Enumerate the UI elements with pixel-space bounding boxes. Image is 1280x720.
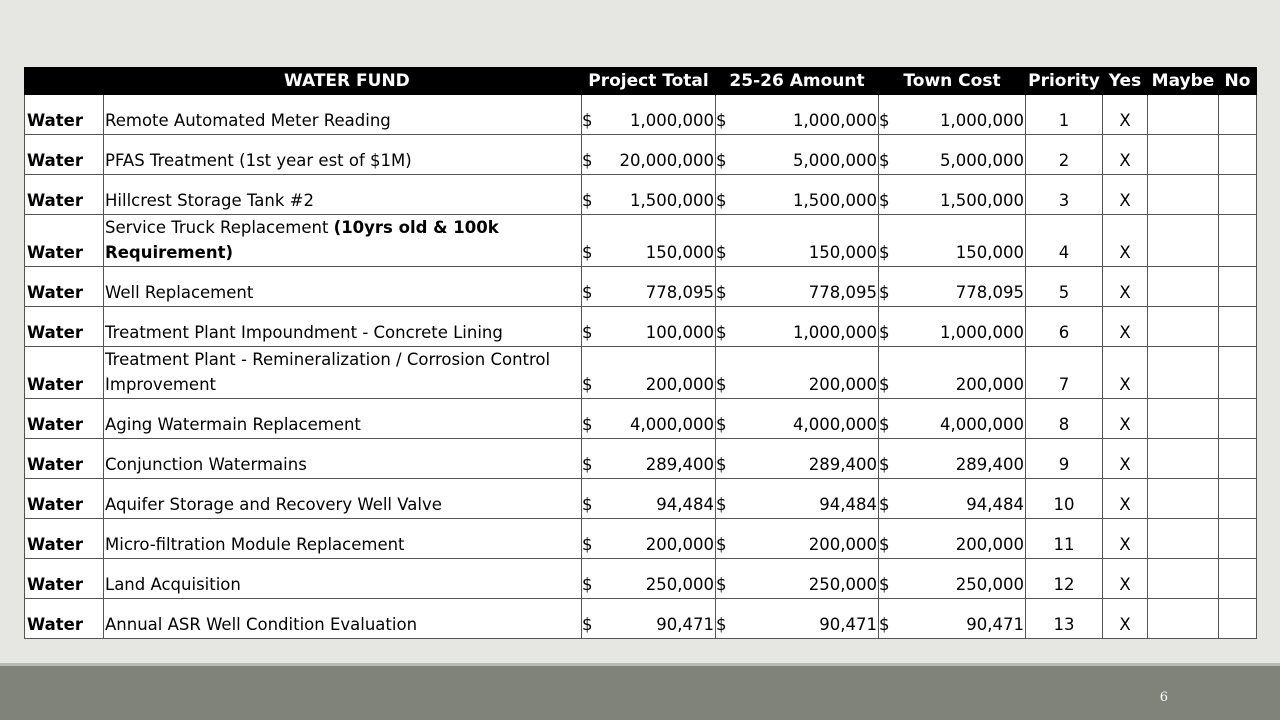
no-cell [1219,95,1257,135]
project-name-cell [104,307,582,347]
yes-cell: X [1103,135,1148,175]
table-row [25,215,1257,267]
amount-cell [716,559,879,599]
project-name-cell [104,559,582,599]
currency-symbol: $ [582,283,593,302]
currency-symbol: $ [879,283,890,302]
amount-value: 1,500,000 [793,191,877,210]
currency-symbol: $ [716,323,727,342]
currency-symbol: $ [716,415,727,434]
project-name: Well Replacement [105,283,254,302]
project-total-cell [582,347,716,399]
project-total-cell [582,95,716,135]
priority-cell: 5 [1026,267,1103,307]
town-cost-cell [879,559,1026,599]
yes-cell: X [1103,267,1148,307]
no-cell [1219,439,1257,479]
project-name-cell [104,267,582,307]
amount-cell [716,307,879,347]
yes-cell: X [1103,599,1148,639]
amount-value: 1,500,000 [940,191,1024,210]
currency-symbol: $ [582,455,593,474]
project-total-cell [582,439,716,479]
maybe-cell [1148,307,1219,347]
currency-symbol: $ [879,111,890,130]
amount-value: 1,000,000 [793,111,877,130]
project-name-cell [104,135,582,175]
amount-value: 289,400 [808,455,877,474]
table-row [25,267,1257,307]
currency-symbol: $ [716,535,727,554]
amount-value: 1,000,000 [630,111,714,130]
currency-symbol: $ [716,191,727,210]
currency-symbol: $ [879,495,890,514]
currency-symbol: $ [582,615,593,634]
category-cell: Water [25,135,104,175]
amount-value: 250,000 [808,575,877,594]
project-name: Treatment Plant Impoundment - Concrete Lining [105,323,503,342]
no-cell [1219,399,1257,439]
currency-symbol: $ [879,615,890,634]
amount-value: 250,000 [645,575,714,594]
amount-cell [716,399,879,439]
project-name: Aquifer Storage and Recovery Well Valve [105,495,442,514]
yes-cell: X [1103,479,1148,519]
amount-value: 94,484 [966,495,1024,514]
maybe-cell [1148,599,1219,639]
project-name-cell [104,347,582,399]
amount-value: 90,471 [656,615,714,634]
amount-cell [716,267,879,307]
project-name: Treatment Plant - Remineralization / Corrosion Control Improvement [105,350,551,394]
project-name-cell [104,479,582,519]
no-cell [1219,307,1257,347]
project-total-cell [582,399,716,439]
amount-cell [716,439,879,479]
priority-cell: 1 [1026,95,1103,135]
amount-value: 200,000 [645,535,714,554]
amount-value: 5,000,000 [793,151,877,170]
amount-cell [716,347,879,399]
amount-value: 100,000 [645,323,714,342]
amount-value: 20,000,000 [619,151,714,170]
amount-value: 250,000 [955,575,1024,594]
town-cost-cell [879,307,1026,347]
priority-cell: 2 [1026,135,1103,175]
project-name: Service Truck Replacement [105,218,334,237]
no-cell [1219,267,1257,307]
amount-cell [716,135,879,175]
yes-cell: X [1103,439,1148,479]
maybe-cell [1148,175,1219,215]
maybe-cell [1148,399,1219,439]
header-priority: Priority [1026,68,1103,95]
amount-value: 200,000 [808,375,877,394]
project-name: Remote Automated Meter Reading [105,111,391,130]
table-row [25,599,1257,639]
project-total-cell [582,599,716,639]
project-name-bold: (10yrs old & 100k Requirement) [105,218,499,262]
amount-value: 289,400 [955,455,1024,474]
amount-value: 94,484 [656,495,714,514]
table-row [25,439,1257,479]
project-name-cell [104,215,582,267]
table-body [25,95,1257,639]
no-cell [1219,175,1257,215]
project-total-cell [582,267,716,307]
amount-value: 150,000 [808,243,877,262]
category-cell: Water [25,307,104,347]
category-cell: Water [25,519,104,559]
currency-symbol: $ [716,111,727,130]
table-row [25,347,1257,399]
currency-symbol: $ [582,375,593,394]
yes-cell: X [1103,95,1148,135]
currency-symbol: $ [716,375,727,394]
maybe-cell [1148,135,1219,175]
table-row [25,95,1257,135]
currency-symbol: $ [582,535,593,554]
town-cost-cell [879,479,1026,519]
category-cell: Water [25,347,104,399]
amount-value: 200,000 [955,375,1024,394]
amount-cell [716,95,879,135]
priority-cell: 8 [1026,399,1103,439]
header-yes: Yes [1103,68,1148,95]
table-row [25,399,1257,439]
category-cell: Water [25,267,104,307]
header-maybe: Maybe [1148,68,1219,95]
amount-cell [716,479,879,519]
project-total-cell [582,559,716,599]
amount-value: 150,000 [645,243,714,262]
page-number: 6 [1159,690,1168,705]
maybe-cell [1148,267,1219,307]
amount-value: 4,000,000 [793,415,877,434]
priority-cell: 7 [1026,347,1103,399]
town-cost-cell [879,267,1026,307]
project-name: Land Acquisition [105,575,241,594]
currency-symbol: $ [879,243,890,262]
project-total-cell [582,307,716,347]
yes-cell: X [1103,519,1148,559]
town-cost-cell [879,519,1026,559]
currency-symbol: $ [879,575,890,594]
project-name-cell [104,399,582,439]
no-cell [1219,215,1257,267]
amount-value: 150,000 [955,243,1024,262]
amount-value: 778,095 [645,283,714,302]
header-town-cost: Town Cost [879,68,1026,95]
priority-cell: 9 [1026,439,1103,479]
water-fund-table [24,67,1257,639]
town-cost-cell [879,599,1026,639]
yes-cell: X [1103,559,1148,599]
no-cell [1219,559,1257,599]
table-row [25,479,1257,519]
yes-cell: X [1103,347,1148,399]
table-header-row [25,68,1257,95]
amount-value: 200,000 [645,375,714,394]
priority-cell: 11 [1026,519,1103,559]
no-cell [1219,347,1257,399]
currency-symbol: $ [582,111,593,130]
maybe-cell [1148,519,1219,559]
header-project: WATER FUND [104,68,582,95]
category-cell: Water [25,439,104,479]
amount-value: 90,471 [819,615,877,634]
amount-cell [716,215,879,267]
project-total-cell [582,479,716,519]
project-name-cell [104,599,582,639]
amount-value: 94,484 [819,495,877,514]
currency-symbol: $ [716,495,727,514]
currency-symbol: $ [582,243,593,262]
project-name-cell [104,95,582,135]
town-cost-cell [879,95,1026,135]
amount-value: 1,000,000 [940,111,1024,130]
amount-value: 1,000,000 [940,323,1024,342]
maybe-cell [1148,559,1219,599]
currency-symbol: $ [716,243,727,262]
project-name: PFAS Treatment (1st year est of $1M) [105,151,412,170]
amount-value: 778,095 [808,283,877,302]
priority-cell: 6 [1026,307,1103,347]
currency-symbol: $ [582,495,593,514]
category-cell: Water [25,175,104,215]
currency-symbol: $ [879,535,890,554]
project-name: Annual ASR Well Condition Evaluation [105,615,418,634]
table-row [25,307,1257,347]
amount-cell [716,175,879,215]
currency-symbol: $ [716,151,727,170]
amount-value: 1,500,000 [630,191,714,210]
header-no: No [1219,68,1257,95]
header-project-total: Project Total [582,68,716,95]
table-row [25,519,1257,559]
currency-symbol: $ [879,415,890,434]
footer-bar [0,663,1280,720]
currency-symbol: $ [879,323,890,342]
yes-cell: X [1103,215,1148,267]
no-cell [1219,479,1257,519]
category-cell: Water [25,559,104,599]
project-total-cell [582,175,716,215]
amount-cell [716,519,879,559]
currency-symbol: $ [879,151,890,170]
amount-value: 289,400 [645,455,714,474]
amount-cell [716,599,879,639]
category-cell: Water [25,599,104,639]
project-name-cell [104,175,582,215]
category-cell: Water [25,95,104,135]
header-category [25,68,104,95]
priority-cell: 12 [1026,559,1103,599]
currency-symbol: $ [716,455,727,474]
currency-symbol: $ [582,415,593,434]
maybe-cell [1148,479,1219,519]
project-name-cell [104,519,582,559]
category-cell: Water [25,399,104,439]
amount-value: 778,095 [955,283,1024,302]
priority-cell: 13 [1026,599,1103,639]
table-row [25,135,1257,175]
header-amount: 25-26 Amount [716,68,879,95]
project-name: Aging Watermain Replacement [105,415,361,434]
table-row [25,175,1257,215]
maybe-cell [1148,215,1219,267]
currency-symbol: $ [582,191,593,210]
no-cell [1219,135,1257,175]
table-row [25,559,1257,599]
amount-value: 4,000,000 [940,415,1024,434]
priority-cell: 10 [1026,479,1103,519]
town-cost-cell [879,215,1026,267]
maybe-cell [1148,95,1219,135]
yes-cell: X [1103,307,1148,347]
yes-cell: X [1103,399,1148,439]
maybe-cell [1148,439,1219,479]
currency-symbol: $ [716,575,727,594]
category-cell: Water [25,215,104,267]
project-name-cell [104,439,582,479]
water-fund-table-container [24,67,1256,639]
amount-value: 5,000,000 [940,151,1024,170]
currency-symbol: $ [582,323,593,342]
project-total-cell [582,135,716,175]
no-cell [1219,519,1257,559]
category-cell: Water [25,479,104,519]
currency-symbol: $ [582,151,593,170]
currency-symbol: $ [716,615,727,634]
maybe-cell [1148,347,1219,399]
project-name: Conjunction Watermains [105,455,307,474]
town-cost-cell [879,439,1026,479]
currency-symbol: $ [716,283,727,302]
amount-value: 4,000,000 [630,415,714,434]
town-cost-cell [879,347,1026,399]
project-total-cell [582,215,716,267]
amount-value: 1,000,000 [793,323,877,342]
amount-value: 200,000 [808,535,877,554]
town-cost-cell [879,175,1026,215]
amount-value: 90,471 [966,615,1024,634]
no-cell [1219,599,1257,639]
project-total-cell [582,519,716,559]
currency-symbol: $ [582,575,593,594]
town-cost-cell [879,135,1026,175]
priority-cell: 3 [1026,175,1103,215]
currency-symbol: $ [879,375,890,394]
priority-cell: 4 [1026,215,1103,267]
currency-symbol: $ [879,191,890,210]
currency-symbol: $ [879,455,890,474]
amount-value: 200,000 [955,535,1024,554]
town-cost-cell [879,399,1026,439]
project-name: Micro-filtration Module Replacement [105,535,405,554]
project-name: Hillcrest Storage Tank #2 [105,191,314,210]
yes-cell: X [1103,175,1148,215]
